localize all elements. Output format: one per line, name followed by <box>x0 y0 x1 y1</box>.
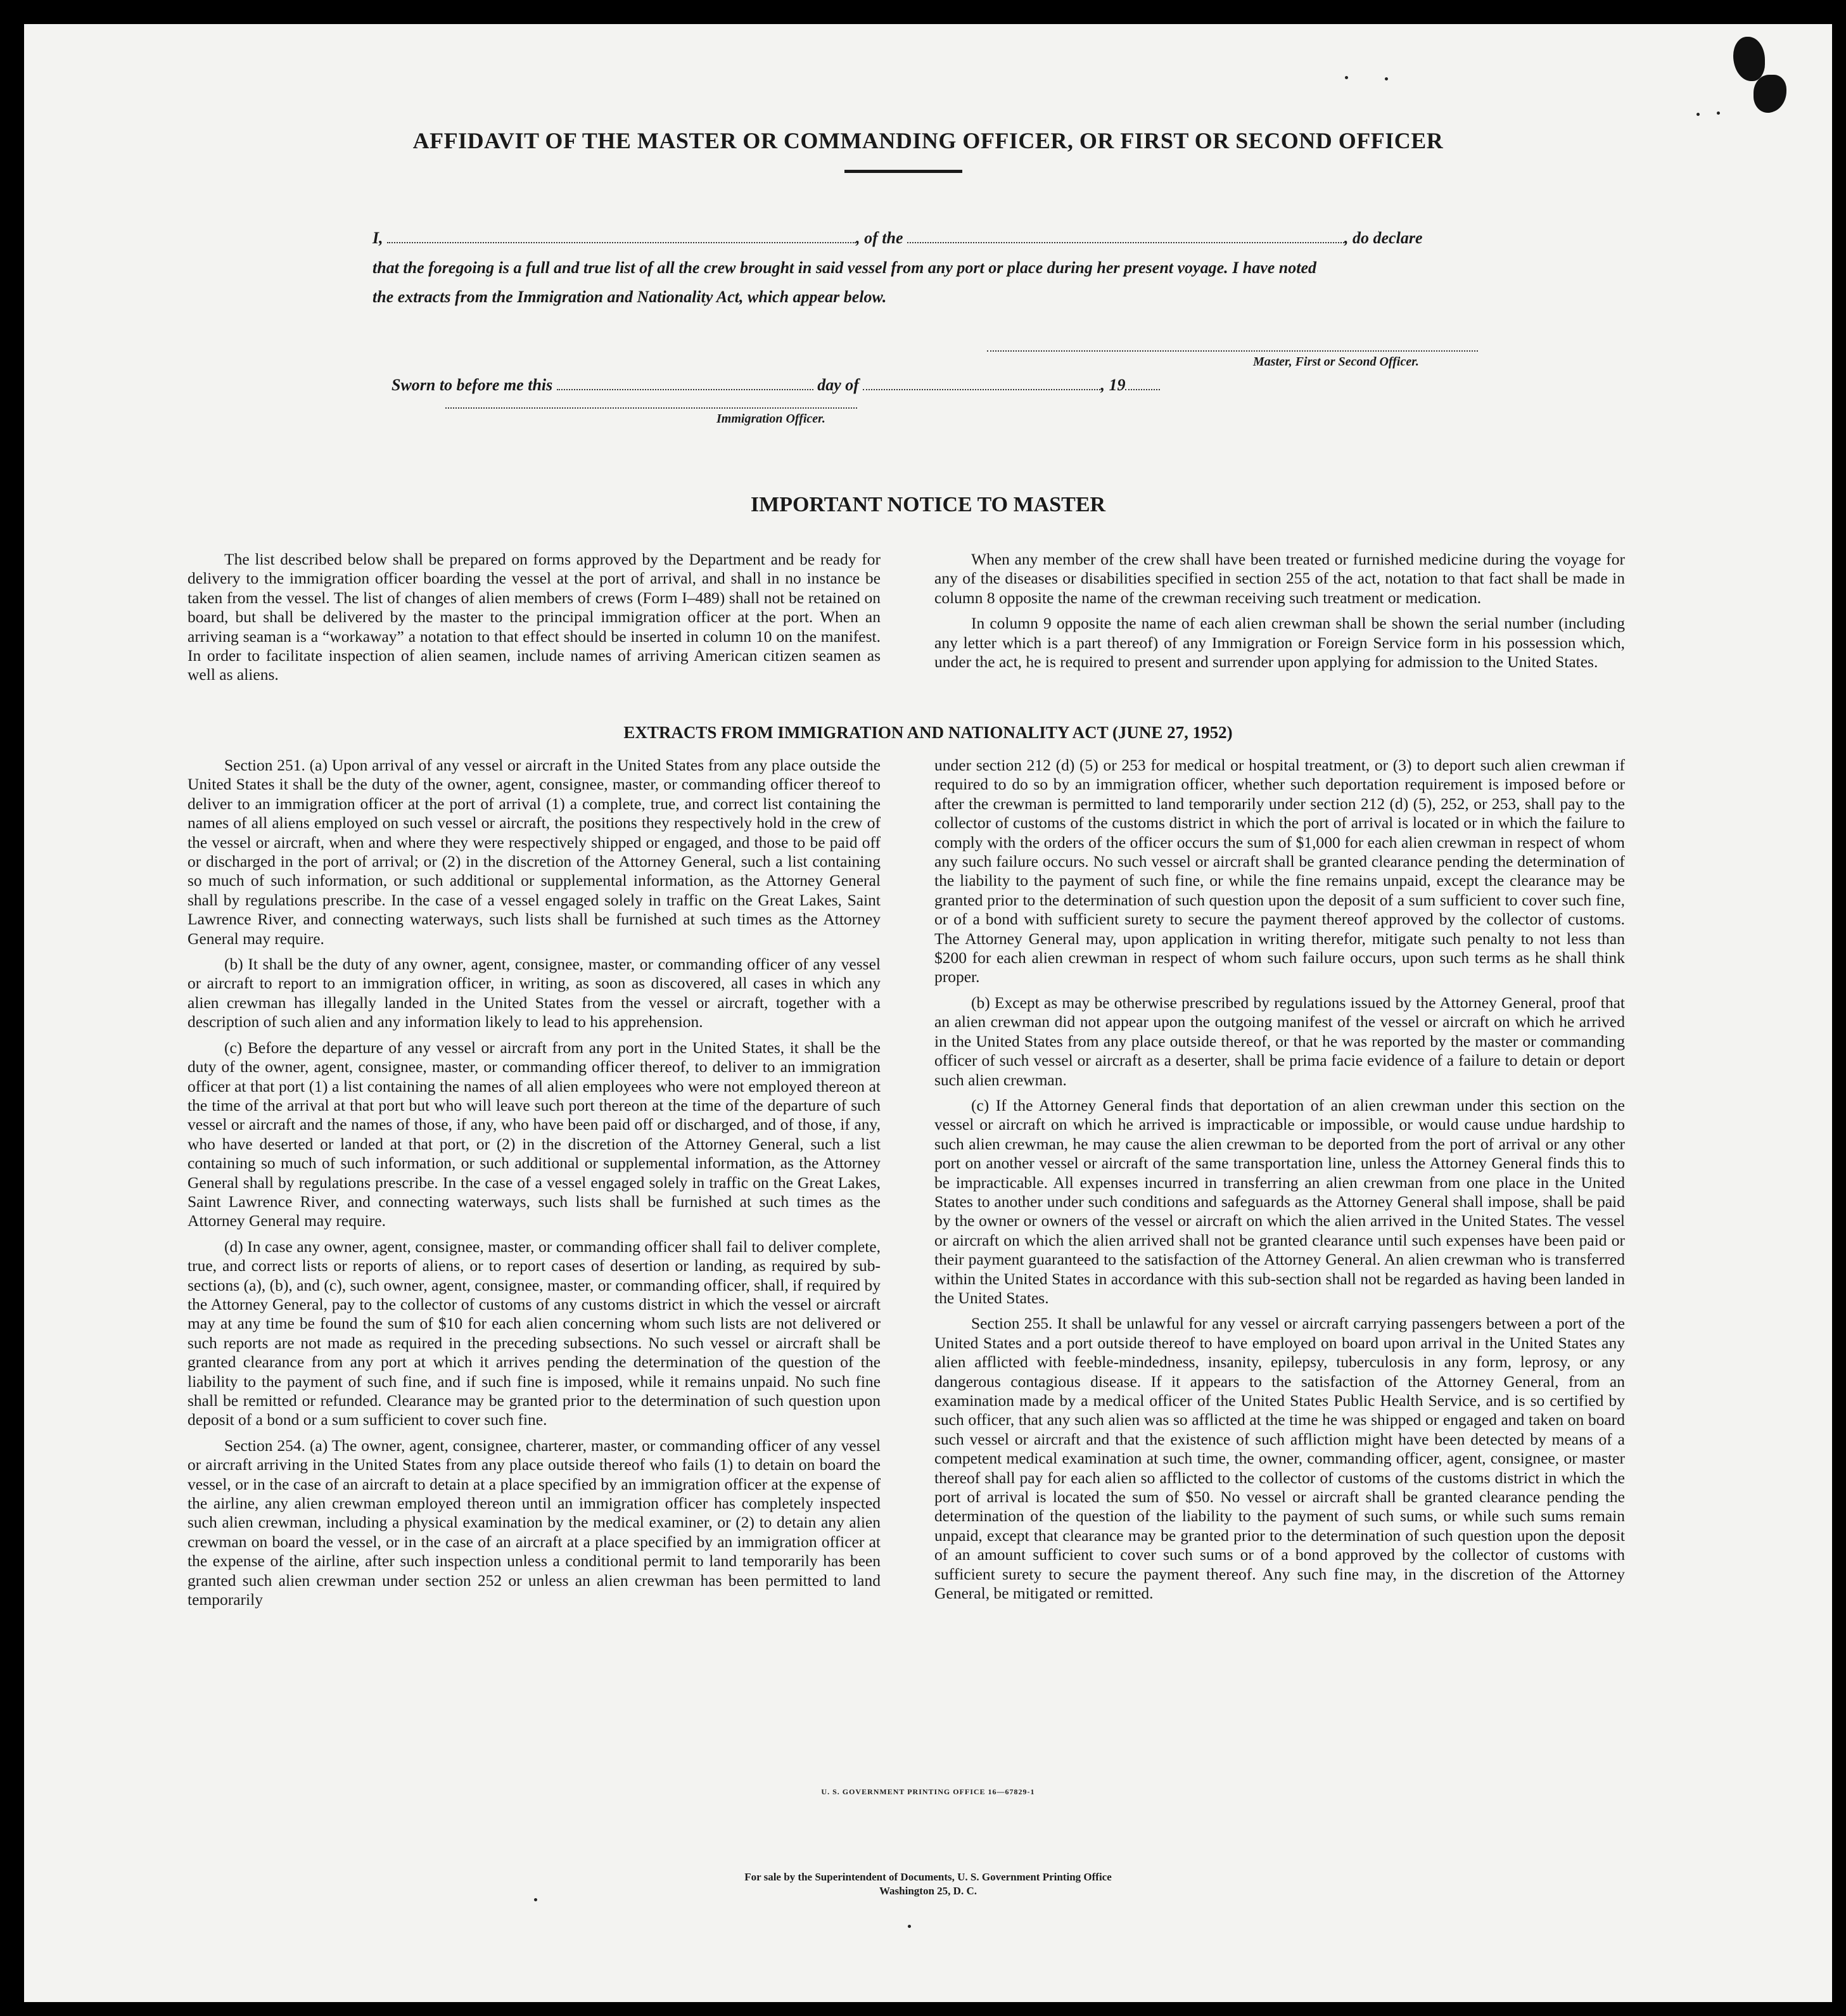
sale-line-1: For sale by the Superintendent of Documents, U. S. Government Printing Office <box>744 1871 1112 1883</box>
sale-notice <box>24 1870 1832 1898</box>
sworn-month-blank[interactable] <box>863 375 1100 390</box>
immigration-caption: Immigration Officer. <box>716 412 825 426</box>
section-paragraph: (c) Before the departure of any vessel or aircraft from any port in the United States, it shall be the duty of the owner, agent, consignee, master, or commanding officer thereof, to deliver to an immigration officer at that port (1) a list containing the names of all alien employees who were not employed thereon at the time of the arrival at that port but who will leave such port thereon at the time of the departure of such vessel or aircraft and the names of those, if any, who have been paid off or discharged, and of those, if any, who have deserted or landed at that port, or (2) in the discretion of the Attorney General, such a list containing so much of such information, or such additional or supplemental information, as the Attorney General shall by regulations prescribe. In the case of a vessel engaged solely in traffic on the Great Lakes, Saint Lawrence River, and connecting waterways, such lists shall be furnished at such times as the Attorney General may require. <box>188 1038 881 1230</box>
section-paragraph: (d) In case any owner, agent, consignee, master, or commanding officer shall fail to deliver complete, true, and correct lists or reports of aliens, or to report cases of desertion or landing, as required by sub-sections (a), (b), and (c), such owner, agent, consignee, master, or commanding officer, shall, if required by the Attorney General, pay to the collector of customs of any customs district in which the vessel or aircraft may at any time be found the sum of $10 for each alien concerning whom such lists are not delivered or such reports are not made as required in the preceding subsections. No such vessel or aircraft shall be granted clearance from any port at which it arrives pending the determination of the question of the liability to the payment of such fine, and if such fine is imposed, while it remains unpaid. No such fine shall be remitted or refunded. Clearance may be granted prior to the determination of such question upon deposit of a bond or a sum sufficient to cover such fine. <box>188 1237 881 1429</box>
notice-title: IMPORTANT NOTICE TO MASTER <box>750 493 1106 516</box>
sworn-year-blank[interactable] <box>1125 375 1160 390</box>
section-paragraph: (c) If the Attorney General finds that deportation of an alien crewman under this section on the vessel or aircraft on which he arrived is impracticable or impossible, or would cause undue hardship to such alien crewman, he may cause the alien crewman to be deported from the port of arrival or any other port on another vessel or aircraft of the same transportation line, unless the Attorney General finds this to be impracticable. All expenses incurred in transferring an alien crewman from one place in the United States to another under such conditions and safeguards as the Attorney General shall impose, shall be paid by the owner or owners of the vessel or aircraft on which the alien arrived in the United States. The vessel or aircraft on which the alien arrived shall not be granted clearance until such expenses have been paid or their payment guaranteed to the satisfaction of the Attorney General. An alien crewman who is transferred within the United States in accordance with this sub-section shall not be regarded as having been landed in the United States. <box>934 1095 1625 1307</box>
section-paragraph: under section 212 (d) (5) or 253 for medical or hospital treatment, or (3) to deport such alien crewman if required to do so by an immigration officer, whether such deportation requirement is imposed before or after the crewman is permitted to land temporarily under section 212 (d) (5), 252, or 253, shall pay to the collector of customs of the customs district in which the port of arrival is located or in which the failure to comply with the orders of the officer occurs the sum of $1,000 for each alien crewman in respect of whom any such failure occurs. No such vessel or aircraft shall be granted clearance pending the determination of the liability to the payment of such fine, or while the fine remains unpaid, except the clearance may be granted prior to the determination of such question upon the deposit of a sum sufficient to cover such fine, or of a bond with sufficient surety to secure the payment thereof approved by the collector of customs. The Attorney General may, upon application in writing therefor, mitigate such penalty to not less than $200 for each alien crewman in respect of whom such failure occurs, upon such terms as he shall think proper. <box>934 756 1625 986</box>
ink-blot <box>1754 75 1786 113</box>
speck <box>1385 77 1388 80</box>
printing-office-line: U. S. GOVERNMENT PRINTING OFFICE 16—67829-1 <box>821 1787 1035 1796</box>
speck <box>908 1925 911 1928</box>
sale-line-2: Washington 25, D. C. <box>879 1885 977 1897</box>
i-label: I, <box>372 229 383 247</box>
speck <box>1345 76 1348 79</box>
declaration-line-2: that the foregoing is a full and true list of all the crew brought in said vessel from any port or place during her present voyage. I have noted <box>372 258 1317 277</box>
name-blank[interactable] <box>387 228 856 243</box>
speck <box>534 1898 537 1901</box>
immigration-signature-line[interactable] <box>445 407 857 409</box>
master-caption: Master, First or Second Officer. <box>1253 355 1419 369</box>
document-page <box>24 24 1832 2002</box>
affidavit-title: AFFIDAVIT OF THE MASTER OR COMMANDING OFFICER, OR FIRST OR SECOND OFFICER <box>412 128 1444 153</box>
title-rule <box>844 170 962 173</box>
notice-paragraph: When any member of the crew shall have been treated or furnished medicine during the voyage for any of the diseases or disabilities specified in section 255 of the act, notation to that fact shall be made in column 8 opposite the name of the crewman receiving such treatment or medication. <box>934 550 1625 607</box>
section-paragraph: Section 254. (a) The owner, agent, consignee, charterer, master, or commanding officer of any vessel or aircraft arriving in the United States from any place outside thereof who fails (1) to detain on board the vessel, or in the case of an aircraft to detain at a place specified by an immigration officer at the expense of the airline, any alien crewman employed thereon until an immigration officer has completely inspected such alien crewman, including a physical examination by the medical examiner, or (2) to detain any alien crewman on board the vessel, or in the case of an aircraft at a place specified by an immigration officer at the expense of the airline, after such inspection unless a conditional permit to land temporarily has been granted such alien crewman under section 252 or unless an alien crewman has been permitted to land temporarily <box>188 1436 881 1609</box>
year-prefix-label: , 19 <box>1100 376 1126 394</box>
day-of-label: day of <box>817 376 859 394</box>
ink-blot <box>1733 37 1765 81</box>
section-paragraph: (b) Except as may be otherwise prescribed by regulations issued by the Attorney General, proof that an alien crewman did not appear upon the outgoing manifest of the vessel or aircraft on which he arrived in the United States from any place outside thereof, or that he was reported by the master or commanding officer of such vessel or aircraft as a deserter, shall be prima facie evidence of a failure to detain or deport such alien crewman. <box>934 993 1625 1089</box>
extracts-right-column <box>934 756 1625 1603</box>
notice-paragraph: The list described below shall be prepared on forms approved by the Department and be ready for delivery to the immigration officer boarding the vessel at the port of arrival, and shall in no instance be taken from the vessel. The list of changes of alien members of crews (Form I–489) shall not be retained on board, but shall be delivered by the master to the principal immigration officer at the port. When an arriving seaman is a “workaway” a notation to that effect should be inserted in column 10 on the manifest. In order to facilitate inspection of alien seamen, include names of arriving American citizen seamen as well as aliens. <box>188 550 881 684</box>
master-signature-line[interactable] <box>987 350 1478 352</box>
sworn-line <box>391 375 1278 395</box>
section-paragraph: (b) It shall be the duty of any owner, agent, consignee, master, or commanding officer of any vessel or aircraft to report to an immigration officer, in writing, as soon as discovered, all cases in which any alien crewman has illegally landed in the United States from the vessel or aircraft, together with a description of such alien and any information likely to lead to his apprehension. <box>188 955 881 1031</box>
declaration-line-3: the extracts from the Immigration and Nationality Act, which appear below. <box>372 288 887 306</box>
notice-left-column <box>188 550 881 685</box>
notice-right-column <box>934 550 1625 672</box>
extracts-title: EXTRACTS FROM IMMIGRATION AND NATIONALITY ACT (JUNE 27, 1952) <box>623 723 1233 742</box>
extracts-left-column <box>188 756 881 1609</box>
vessel-blank[interactable] <box>907 228 1344 243</box>
of-the-label: , of the <box>856 229 903 247</box>
section-paragraph: Section 255. It shall be unlawful for any vessel or aircraft carrying passengers between a port of the United States and a port outside thereof to have employed on board upon arrival in the United States any alien afflicted with feeble-mindedness, insanity, epilepsy, tuberculosis in any form, leprosy, or any dangerous contagious disease. If it appears to the satisfaction of the Attorney General, from an examination made by a medical officer of the United States Public Health Service, and is so certified by such officer, that any such alien was so afflicted at the time he was shipped or engaged and taken on board such vessel or aircraft and that the existence of such affliction might have been detected by means of a competent medical examination at such time, the owner, commanding officer, agent, consignee, or master thereof shall pay for each alien so afflicted to the collector of customs of the customs district in which the port of arrival is located the sum of $50. No vessel or aircraft shall be granted clearance pending the determination of the question of the liability to the payment of such sums, or while such sums remain unpaid, except that clearance may be granted prior to the determination of such question upon the deposit of an amount sufficient to cover such sums or of a bond approved by the collector of customs with sufficient surety to secure the payment thereof. Any such fine may, in the discretion of the Attorney General, be mitigated or remitted. <box>934 1314 1625 1603</box>
declaration-line-1 <box>372 228 1506 248</box>
do-declare-label: , do declare <box>1344 229 1423 247</box>
sworn-label: Sworn to before me this <box>391 376 553 394</box>
sworn-day-blank[interactable] <box>557 375 813 390</box>
notice-paragraph: In column 9 opposite the name of each alien crewman shall be shown the serial number (including any letter which is a part thereof) of any Immigration or Foreign Service form in his possession which, under the act, he is required to present and surrender upon applying for admission to the United States. <box>934 614 1625 672</box>
section-paragraph: Section 251. (a) Upon arrival of any vessel or aircraft in the United States from any place outside the United States it shall be the duty of the owner, agent, consignee, master, or commanding officer thereof to deliver to an immigration officer at the port of arrival (1) a complete, true, and correct list containing the names of all aliens employed on such vessel or aircraft, the positions they respectively hold in the crew of the vessel or aircraft, when and where they were respectively shipped or engaged, and those to be paid off or discharged in the port of arrival; or (2) in the discretion of the Attorney General, such a list containing so much of such information, or such additional or supplemental information, as the Attorney General shall by regulations prescribe. In the case of a vessel engaged solely in traffic on the Great Lakes, Saint Lawrence River, and connecting waterways, such lists shall be furnished at such times as the Attorney General may require. <box>188 756 881 948</box>
speck <box>1696 113 1700 116</box>
speck <box>1717 112 1720 115</box>
